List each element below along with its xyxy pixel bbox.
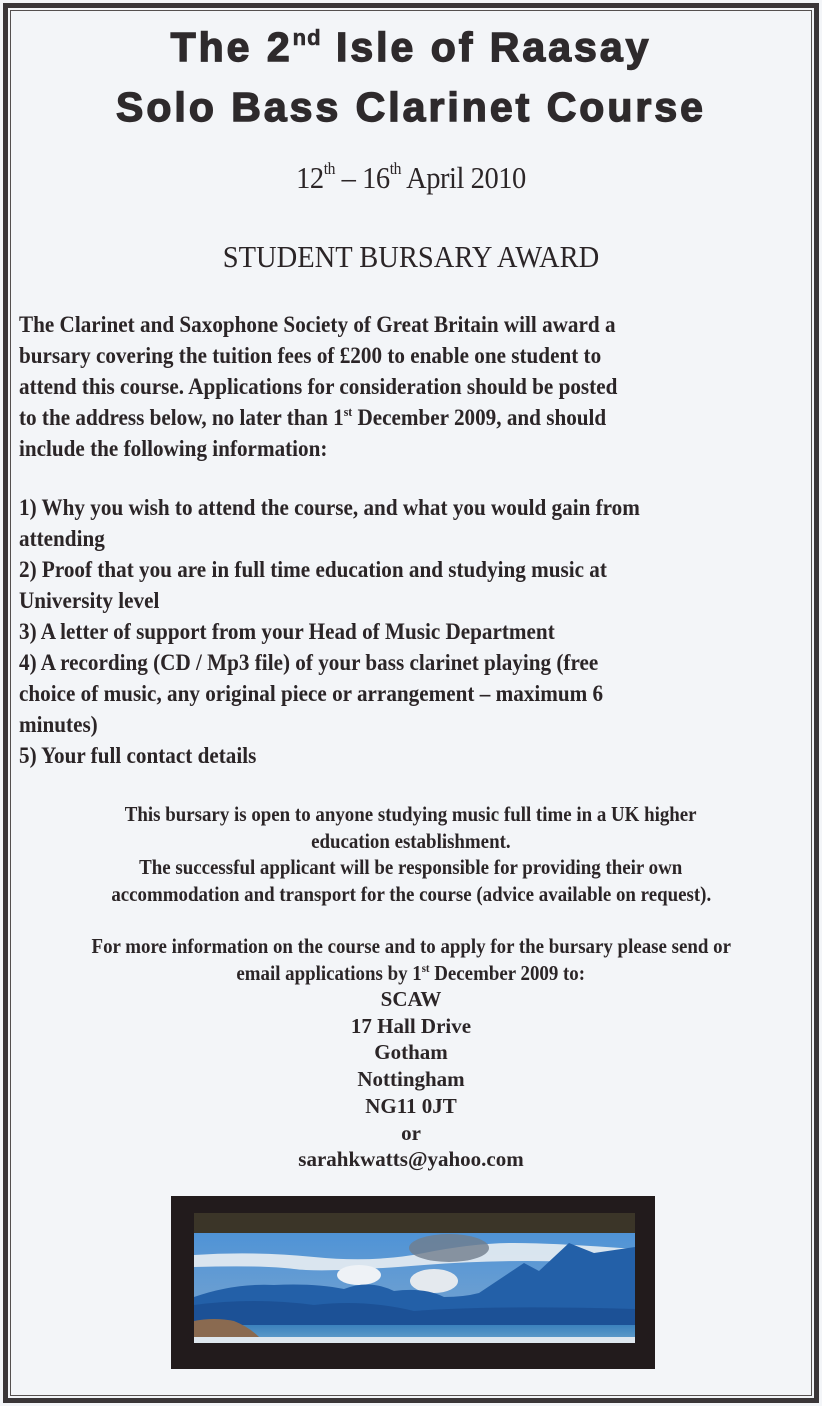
end-suffix: th <box>389 159 401 178</box>
address-line: SCAW <box>380 987 442 1011</box>
intro-paragraph <box>19 310 802 465</box>
address-line: Gotham <box>374 1040 448 1065</box>
eligibility-line: The successful applicant will be responsible for providing their own <box>139 855 683 879</box>
more-info-text: December 2009 to: <box>429 960 586 985</box>
ordinal: st <box>343 404 353 419</box>
ordinal: st <box>422 960 430 975</box>
month-year: April 2010 <box>400 160 526 195</box>
eligibility-line: This bursary is open to anyone studying music full time in a UK higher <box>125 802 697 826</box>
more-info-text: email applications by 1 <box>236 960 423 985</box>
requirement-line: attending <box>19 526 105 552</box>
requirement-line: 3) A letter of support from your Head of Music Department <box>19 619 555 645</box>
title-line-2: Solo Bass Clarinet Course <box>116 84 706 130</box>
address-or: or <box>401 1120 421 1145</box>
dark-cloud <box>409 1234 489 1262</box>
requirement-line: 2) Proof that you are in full time education and studying music at <box>19 557 607 583</box>
requirement-line: 1) Why you wish to attend the course, and what you would gain from <box>19 495 640 521</box>
title-ordinal: nd <box>292 25 322 50</box>
more-info-line: For more information on the course and to apply for the bursary please send or <box>91 934 731 958</box>
postal-address <box>0 986 822 1173</box>
eligibility-line: education establishment. <box>311 828 511 853</box>
title-text-rest: Isle of Raasay <box>321 24 652 70</box>
mountain-landscape-image <box>194 1213 635 1343</box>
intro-line <box>19 403 802 434</box>
landscape-photo <box>194 1213 635 1343</box>
requirement-line: University level <box>19 588 160 614</box>
end-day: 16 <box>362 160 390 195</box>
course-dates <box>33 160 789 193</box>
shoreline <box>194 1337 635 1343</box>
intro-text: to the address below, no later than 1 <box>19 405 344 431</box>
requirement-line: choice of music, any original piece or arrangement – maximum 6 <box>19 681 604 707</box>
eligibility-line: accommodation and transport for the course (advice available on request). <box>111 881 711 906</box>
title-text: The 2 <box>170 24 293 70</box>
date-separator: – <box>334 160 363 195</box>
requirements-list <box>19 493 802 772</box>
address-line: Nottingham <box>357 1067 465 1092</box>
address-line: 17 Hall Drive <box>350 1013 472 1038</box>
intro-line: bursary covering the tuition fees of £200 to enable one student to <box>19 343 602 369</box>
intro-text: December 2009, and should <box>352 405 607 431</box>
eligibility-notice <box>0 801 822 907</box>
start-day: 12 <box>296 160 324 195</box>
address-line: NG11 0JT <box>365 1093 457 1118</box>
requirement-line: minutes) <box>19 712 98 738</box>
photo-frame <box>171 1196 655 1369</box>
contact-email[interactable]: sarahkwatts@yahoo.com <box>298 1147 524 1172</box>
more-info <box>0 933 822 986</box>
intro-line: The Clarinet and Saxophone Society of Great Britain will award a <box>19 312 616 338</box>
intro-line: include the following information: <box>19 436 328 462</box>
more-info-line <box>237 960 586 987</box>
cloud <box>410 1269 458 1293</box>
start-suffix: th <box>323 159 335 178</box>
title-line-1 <box>0 24 822 70</box>
cloud <box>337 1265 381 1285</box>
wood-beam <box>194 1213 635 1233</box>
award-heading: STUDENT BURSARY AWARD <box>222 239 600 274</box>
intro-line: attend this course. Applications for consideration should be posted <box>19 374 618 400</box>
requirement-line: 5) Your full contact details <box>19 743 257 769</box>
requirement-line: 4) A recording (CD / Mp3 file) of your bass clarinet playing (free <box>19 650 599 676</box>
